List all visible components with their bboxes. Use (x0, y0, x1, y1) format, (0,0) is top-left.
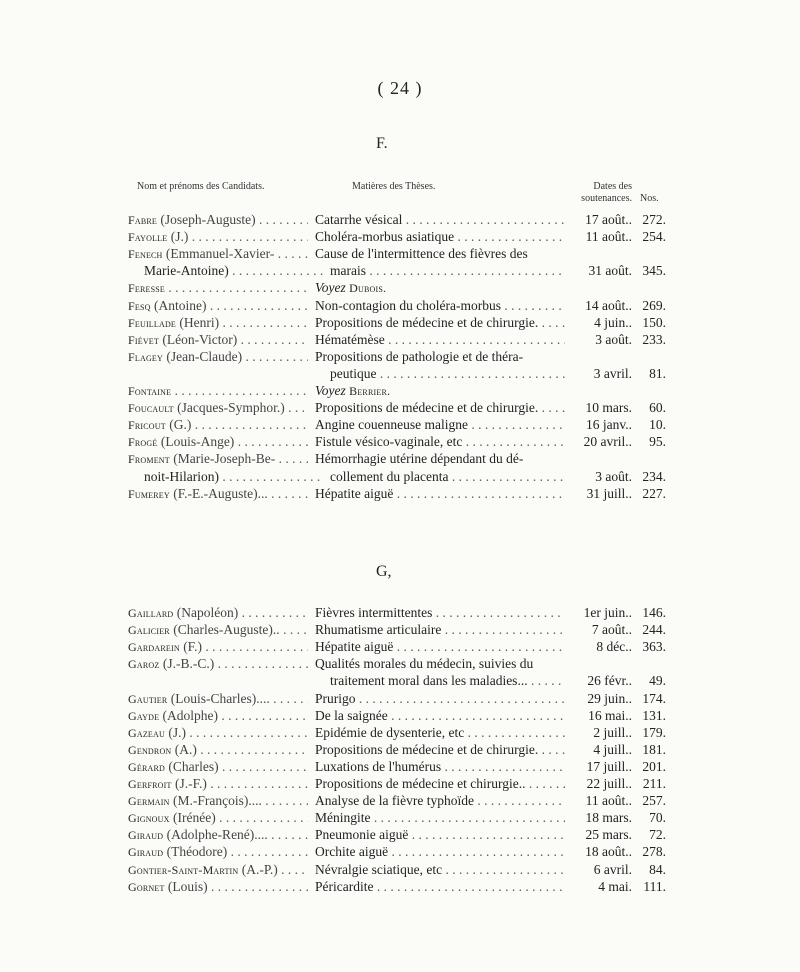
candidate-surname: Flagey (128, 349, 163, 364)
thesis-subject-continued: traitement moral dans les maladies... . . . (315, 672, 565, 690)
thesis-number: 233. (642, 331, 666, 347)
entry-row (0, 707, 800, 725)
candidate-name (128, 279, 308, 297)
thesis-subject: Hémorrhagie utérine dépendant du dé- (315, 451, 524, 467)
candidate-given-names: (M.-François).... (173, 793, 262, 809)
candidate-given-names: (Jean-Claude) (166, 348, 243, 364)
defense-date: 18 mars. (585, 810, 632, 826)
candidate-name (128, 211, 308, 229)
candidate-name (128, 878, 308, 896)
entry-row (0, 228, 800, 246)
entry-row (0, 450, 800, 468)
entry-row (0, 878, 800, 896)
candidate-given-names: (F.-E.-Auguste)... (173, 485, 268, 501)
entry-row (0, 826, 800, 844)
header-dates (568, 181, 632, 205)
thesis-subject: Pneumonie aiguë . . . (315, 826, 565, 844)
defense-date: 2 juill.. (593, 724, 632, 740)
entry-row (0, 690, 800, 708)
candidate-surname: Gayde (128, 708, 160, 723)
entry-row (0, 861, 800, 879)
candidate-surname: Germain (128, 794, 170, 809)
header-names: Nom et prénoms des Candidats. (137, 181, 265, 192)
entry-row (0, 638, 800, 656)
candidate-name (128, 638, 308, 656)
candidate-name (128, 741, 308, 759)
defense-date: 7 août.. (591, 622, 632, 638)
defense-date: 8 déc.. (596, 639, 632, 655)
entry-row (0, 843, 800, 861)
candidate-given-names: (A.) (174, 741, 197, 757)
defense-date: 11 août.. (585, 229, 632, 245)
thesis-subject: Hépatite aiguë . . . (315, 485, 565, 503)
entry-row (0, 433, 800, 451)
thesis-subject: Non-contagion du choléra-morbus . . . (315, 297, 565, 315)
candidate-given-names: (Marie-Joseph-Be- (173, 451, 276, 467)
entry-row (0, 314, 800, 332)
defense-date: 26 févr.. (587, 673, 632, 689)
candidate-name (128, 758, 308, 776)
candidate-surname: Fayolle (128, 230, 168, 245)
defense-date: 17 juill.. (586, 758, 632, 774)
candidate-name (128, 690, 308, 708)
candidate-given-names: (Adolphe-René).... (166, 827, 268, 843)
defense-date: 3 août. (595, 331, 632, 347)
candidate-surname: Gautier (128, 691, 168, 706)
candidate-given-names: (Adolphe) (162, 707, 219, 723)
entry-row (0, 724, 800, 742)
thesis-subject: Rhumatisme articulaire . . . (315, 621, 565, 639)
candidate-surname: Garoz (128, 657, 160, 672)
candidate-name (128, 826, 308, 844)
thesis-subject: Epidémie de dysenterie, etc . . . (315, 724, 565, 742)
entry-row (0, 741, 800, 759)
section-letter-g: G, (376, 563, 392, 580)
candidate-name (128, 861, 308, 879)
candidate-name (128, 399, 308, 417)
defense-date: 11 août.. (585, 793, 632, 809)
candidate-surname: Galicier (128, 623, 170, 638)
thesis-number: 84. (649, 861, 666, 877)
entry-row (0, 485, 800, 503)
defense-date: 25 mars. (585, 827, 632, 843)
candidate-name (128, 450, 308, 468)
header-dates-line1: Dates des (593, 181, 632, 192)
thesis-number: 227. (642, 485, 666, 501)
candidate-name (128, 792, 308, 810)
candidate-surname: Giraud (128, 845, 164, 860)
thesis-subject: Analyse de la fièvre typhoïde . . . (315, 792, 565, 810)
defense-date: 14 août.. (585, 297, 632, 313)
entry-row (0, 382, 800, 400)
defense-date: 4 mai. (598, 878, 632, 894)
candidate-surname: Froment (128, 452, 170, 467)
thesis-number: 10. (649, 417, 666, 433)
candidate-given-names: (Théodore) (166, 844, 228, 860)
entry-row (0, 348, 800, 366)
candidate-given-names: (Emmanuel-Xavier- (165, 246, 275, 262)
entry-row-continued (0, 672, 800, 690)
candidate-surname: Gazeau (128, 725, 165, 740)
candidate-surname: Gendron (128, 742, 172, 757)
candidate-name (128, 655, 308, 673)
thesis-subject-continued: peutique . . . (315, 365, 565, 383)
candidate-given-names: (A.-P.) (241, 861, 278, 877)
thesis-subject: Névralgie sciatique, etc . . . (315, 861, 565, 879)
thesis-number: 179. (642, 724, 666, 740)
candidate-given-names-continued: noit-Hilarion) . . . (144, 468, 324, 486)
thesis-number: 257. (642, 793, 666, 809)
entry-row (0, 331, 800, 349)
thesis-subject: Méningite . . . (315, 809, 565, 827)
thesis-subject: Péricardite . . . (315, 878, 565, 896)
entry-row (0, 775, 800, 793)
thesis-subject: Hématémèse . . . (315, 331, 565, 349)
thesis-number: 363. (642, 639, 666, 655)
candidate-name (128, 348, 308, 366)
thesis-subject: Hépatite aiguë . . . (315, 638, 565, 656)
defense-date: 17 août.. (585, 212, 632, 227)
candidate-name (128, 809, 308, 827)
candidate-name (128, 331, 308, 349)
see-reference-name: Berrier. (349, 384, 391, 398)
defense-date: 18 août.. (585, 844, 632, 860)
thesis-number: 201. (642, 758, 666, 774)
candidate-surname: Fumerey (128, 486, 170, 501)
candidate-name (128, 245, 308, 263)
thesis-number: 49. (649, 673, 666, 689)
candidate-name (128, 775, 308, 793)
section-letter-f: F. (376, 135, 388, 152)
thesis-subject: Qualités morales du médecin, suivies du (315, 656, 534, 672)
entry-row (0, 604, 800, 622)
candidate-name (128, 382, 308, 400)
thesis-subject: Propositions de médecine et de chirurgie. . . . (315, 399, 565, 417)
see-reference-label: Voyez (315, 383, 346, 398)
defense-date: 31 août. (588, 263, 632, 279)
candidate-given-names: (Louis) (167, 878, 208, 894)
thesis-number: 111. (643, 878, 666, 894)
candidate-name (128, 707, 308, 725)
candidate-surname: Fabre (128, 213, 158, 227)
candidate-name (128, 724, 308, 742)
thesis-subject-continued: marais . . . (315, 262, 565, 280)
candidate-given-names-continued: Marie-Antoine) . . . (144, 262, 324, 280)
thesis-subject: Luxations de l'humérus . . . (315, 758, 565, 776)
thesis-subject: Choléra-morbus asiatique . . . (315, 228, 565, 246)
entry-row (0, 621, 800, 639)
thesis-subject: Cause de l'intermittence des fièvres des (315, 246, 528, 262)
candidate-name (128, 314, 308, 332)
candidate-surname: Fricout (128, 418, 166, 433)
candidate-given-names: (Antoine) (153, 297, 207, 313)
thesis-subject: Propositions de médecine et de chirurgie. . . . (315, 741, 565, 759)
thesis-subject: Propositions de médecine et chirurgie.. . . . (315, 775, 565, 793)
candidate-name (128, 228, 308, 246)
defense-date: 20 avril.. (583, 434, 632, 450)
thesis-subject (315, 382, 565, 400)
header-numbers: Nos. (640, 193, 659, 204)
defense-date: 4 juin.. (594, 314, 632, 330)
candidate-surname: Foucault (128, 401, 174, 416)
candidate-given-names: (Henri) (179, 314, 220, 330)
thesis-subject: Fièvres intermittentes . . . (315, 604, 565, 622)
thesis-subject: Propositions de médecine et de chirurgie. . . . (315, 314, 565, 332)
entry-row (0, 416, 800, 434)
candidate-surname: Feuillade (128, 315, 177, 330)
candidate-given-names: (G.) (169, 417, 192, 433)
thesis-number: 150. (642, 314, 666, 330)
defense-date: 10 mars. (585, 400, 632, 416)
thesis-number: 272. (642, 212, 666, 227)
defense-date: 6 avril. (593, 861, 632, 877)
thesis-number: 70. (649, 810, 666, 826)
defense-date: 16 mai.. (588, 707, 632, 723)
candidate-name (128, 433, 308, 451)
candidate-given-names: (Napoléon) (176, 605, 239, 620)
candidate-surname: Gérard (128, 759, 165, 774)
candidate-given-names: (Léon-Victor) (162, 331, 238, 347)
candidate-surname: Feresse (128, 281, 165, 296)
candidate-surname: Frogé (128, 435, 158, 450)
thesis-number: 81. (649, 365, 666, 381)
entry-row (0, 758, 800, 776)
see-reference-name: Dubois. (349, 281, 387, 296)
candidate-surname: Giraud (128, 828, 164, 843)
candidate-given-names: (F.) (183, 639, 202, 655)
candidate-given-names: (Joseph-Auguste) (160, 212, 256, 227)
entry-row (0, 792, 800, 810)
entry-row (0, 211, 800, 229)
defense-date: 4 juill.. (593, 741, 632, 757)
thesis-subject: Orchite aiguë . . . (315, 843, 565, 861)
thesis-subject: Prurigo . . . (315, 690, 565, 708)
candidate-given-names: (Louis-Ange) (160, 434, 235, 450)
defense-date: 22 juill.. (586, 776, 632, 791)
thesis-number: 254. (642, 229, 666, 245)
entry-row (0, 297, 800, 315)
thesis-number: 131. (642, 707, 666, 723)
candidate-surname: Fontaine (128, 384, 172, 398)
candidate-surname: Fesq (128, 298, 151, 313)
thesis-subject: De la saignée . . . (315, 707, 565, 725)
candidate-surname: Gornet (128, 879, 165, 894)
entry-row-continued (0, 365, 800, 383)
candidate-surname: Gardarein (128, 640, 180, 655)
candidate-given-names: (J.) (168, 724, 186, 740)
candidate-name (128, 416, 308, 434)
header-subjects: Matières des Thèses. (352, 181, 436, 192)
thesis-number: 181. (642, 741, 666, 757)
entry-row (0, 245, 800, 263)
candidate-given-names: (Louis-Charles).... (170, 690, 270, 706)
candidate-surname: Gignoux (128, 811, 170, 826)
candidate-given-names: (Irénée) (173, 810, 216, 826)
entry-row-continued (0, 262, 800, 280)
thesis-number: 60. (649, 400, 666, 416)
thesis-number: 72. (649, 827, 666, 843)
candidate-given-names: (J.) (170, 229, 189, 245)
candidate-surname: Gontier-Saint-Martin (128, 862, 239, 877)
candidate-surname: Gaillard (128, 606, 174, 620)
entry-row-continued (0, 468, 800, 486)
page-number: ( 24 ) (377, 78, 423, 98)
thesis-number: 269. (642, 297, 666, 313)
defense-date: 1er juin.. (583, 605, 632, 620)
thesis-number: 95. (649, 434, 666, 450)
thesis-subject: Angine couenneuse maligne . . . (315, 416, 565, 434)
entry-row (0, 809, 800, 827)
candidate-surname: Gerfroit (128, 777, 172, 791)
thesis-number: 244. (642, 622, 666, 638)
thesis-number: 211. (642, 776, 666, 791)
defense-date: 29 juin.. (587, 690, 632, 706)
candidate-name (128, 485, 308, 503)
candidate-given-names: (Charles) (168, 758, 219, 774)
thesis-number: 278. (642, 844, 666, 860)
candidate-surname: Fenech (128, 247, 163, 262)
thesis-subject: Fistule vésico-vaginale, etc . . . (315, 433, 565, 451)
thesis-subject: Catarrhe vésical . . . (315, 211, 565, 229)
thesis-subject-continued: collement du placenta . . . (315, 468, 565, 486)
candidate-given-names: (J.-F.) (174, 776, 207, 791)
see-reference-label: Voyez (315, 280, 346, 296)
thesis-subject (315, 279, 565, 297)
candidate-name (128, 843, 308, 861)
candidate-surname: Fiévet (128, 332, 159, 347)
candidate-name (128, 604, 308, 622)
candidate-given-names: (J.-B.-C.) (162, 656, 215, 672)
thesis-subject: Propositions de pathologie et de théra- (315, 348, 524, 364)
thesis-number: 234. (642, 468, 666, 484)
candidate-name (128, 297, 308, 315)
thesis-number: 146. (642, 605, 666, 620)
entry-row (0, 655, 800, 673)
thesis-number: 345. (642, 263, 666, 279)
defense-date: 3 août. (595, 468, 632, 484)
defense-date: 16 janv.. (586, 417, 632, 433)
candidate-given-names: (Jacques-Symphor.) (177, 400, 285, 416)
thesis-number: 174. (642, 690, 666, 706)
entry-row (0, 279, 800, 297)
candidate-name (128, 621, 308, 639)
defense-date: 3 avril. (593, 365, 632, 381)
defense-date: 31 juill.. (586, 485, 632, 501)
entry-row (0, 399, 800, 417)
candidate-given-names: (Charles-Auguste).. (173, 622, 280, 638)
header-dates-line2: soutenances. (581, 193, 632, 204)
